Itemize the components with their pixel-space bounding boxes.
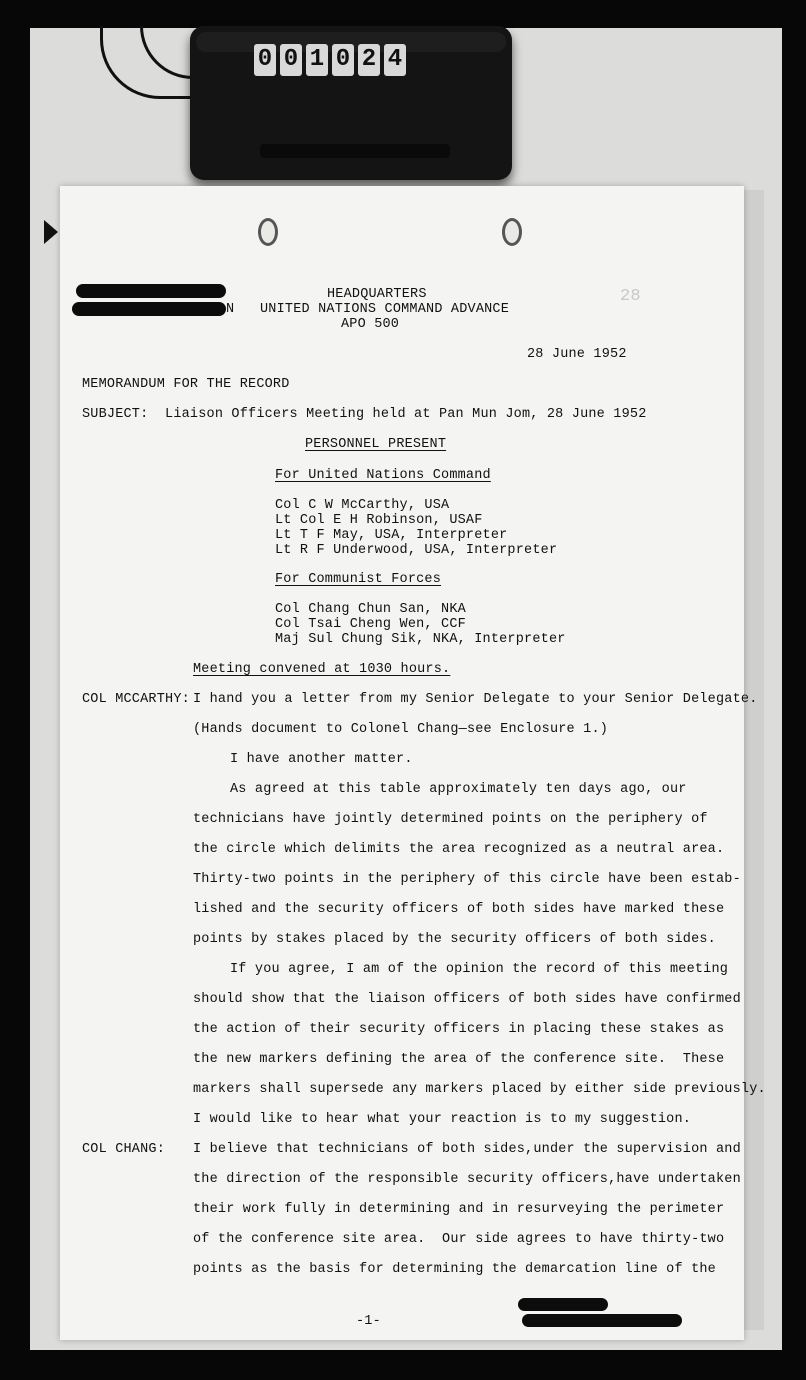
counter-digits <box>254 44 406 84</box>
memo-title: MEMORANDUM FOR THE RECORD <box>82 377 290 392</box>
counter-digit: 1 <box>306 44 328 76</box>
communist-member: Col Tsai Cheng Wen, CCF <box>275 617 466 632</box>
faint-page-number: 28 <box>620 287 641 306</box>
personnel-heading: PERSONNEL PRESENT <box>305 437 447 452</box>
body-line: the circle which delimits the area recognized as a neutral area. <box>193 842 725 857</box>
corner-mark <box>44 220 58 244</box>
body-line: the direction of the responsible security officers,have undertaken <box>193 1172 741 1187</box>
body-line: (Hands document to Colonel Chang—see Enclosure 1.) <box>193 722 609 737</box>
punch-hole <box>502 218 522 246</box>
document-page <box>60 186 766 1340</box>
redaction-bar <box>518 1298 608 1311</box>
body-line: of the conference site area. Our side agrees to have thirty-two <box>193 1232 725 1247</box>
meeting-convened: Meeting convened at 1030 hours. <box>193 662 451 677</box>
un-member: Lt Col E H Robinson, USAF <box>275 513 483 528</box>
counter-digit: 4 <box>384 44 406 76</box>
memo-subject: SUBJECT: Liaison Officers Meeting held at Pan Mun Jom, 28 June 1952 <box>82 407 647 422</box>
body-line: points as the basis for determining the demarcation line of the <box>193 1262 716 1277</box>
header-line-3: APO 500 <box>341 317 400 332</box>
redaction-bar <box>522 1314 682 1327</box>
body-line: I hand you a letter from my Senior Delegate to your Senior Delegate. <box>193 692 758 707</box>
counter-digit: 0 <box>254 44 276 76</box>
un-member: Col C W McCarthy, USA <box>275 498 450 513</box>
body-line: their work fully in determining and in resurveying the perimeter <box>193 1202 725 1217</box>
counter-slot <box>260 144 450 158</box>
un-member: Lt R F Underwood, USA, Interpreter <box>275 543 558 558</box>
speaker-label: COL MCCARTHY: <box>82 692 190 707</box>
communist-heading: For Communist Forces <box>275 572 442 587</box>
page-number: -1- <box>356 1314 381 1329</box>
header-line-2: UNITED NATIONS COMMAND ADVANCE <box>260 302 510 317</box>
body-line: technicians have jointly determined points on the periphery of <box>193 812 708 827</box>
body-line: I believe that technicians of both sides,under the supervision and <box>193 1142 741 1157</box>
body-line: Thirty-two points in the periphery of this circle have been estab- <box>193 872 741 887</box>
speaker-label: COL CHANG: <box>82 1142 166 1157</box>
page-shadow <box>744 190 764 1330</box>
counter-digit: 0 <box>280 44 302 76</box>
body-line: the action of their security officers in placing these stakes as <box>193 1022 725 1037</box>
un-member: Lt T F May, USA, Interpreter <box>275 528 508 543</box>
counter-digit: 0 <box>332 44 354 76</box>
body-line: I have another matter. <box>230 752 413 767</box>
body-line: points by stakes placed by the security officers of both sides. <box>193 932 716 947</box>
redaction-suffix: N <box>226 302 235 317</box>
body-line: I would like to hear what your reaction is to my suggestion. <box>193 1112 692 1127</box>
communist-member: Col Chang Chun San, NKA <box>275 602 466 617</box>
body-line: If you agree, I am of the opinion the record of this meeting <box>230 962 729 977</box>
communist-member: Maj Sul Chung Sik, NKA, Interpreter <box>275 632 566 647</box>
un-heading: For United Nations Command <box>275 468 491 483</box>
memo-date: 28 June 1952 <box>527 347 627 362</box>
punch-hole <box>258 218 278 246</box>
counter-digit: 2 <box>358 44 380 76</box>
redaction-bar <box>76 284 226 298</box>
body-line: should show that the liaison officers of both sides have confirmed <box>193 992 741 1007</box>
redaction-bar <box>72 302 226 316</box>
header-line-1: HEADQUARTERS <box>327 287 427 302</box>
body-line: As agreed at this table approximately ten days ago, our <box>230 782 687 797</box>
body-line: lished and the security officers of both sides have marked these <box>193 902 725 917</box>
frame-counter <box>190 26 512 180</box>
body-line: markers shall supersede any markers placed by either side previously. <box>193 1082 766 1097</box>
body-line: the new markers defining the area of the conference site. These <box>193 1052 725 1067</box>
